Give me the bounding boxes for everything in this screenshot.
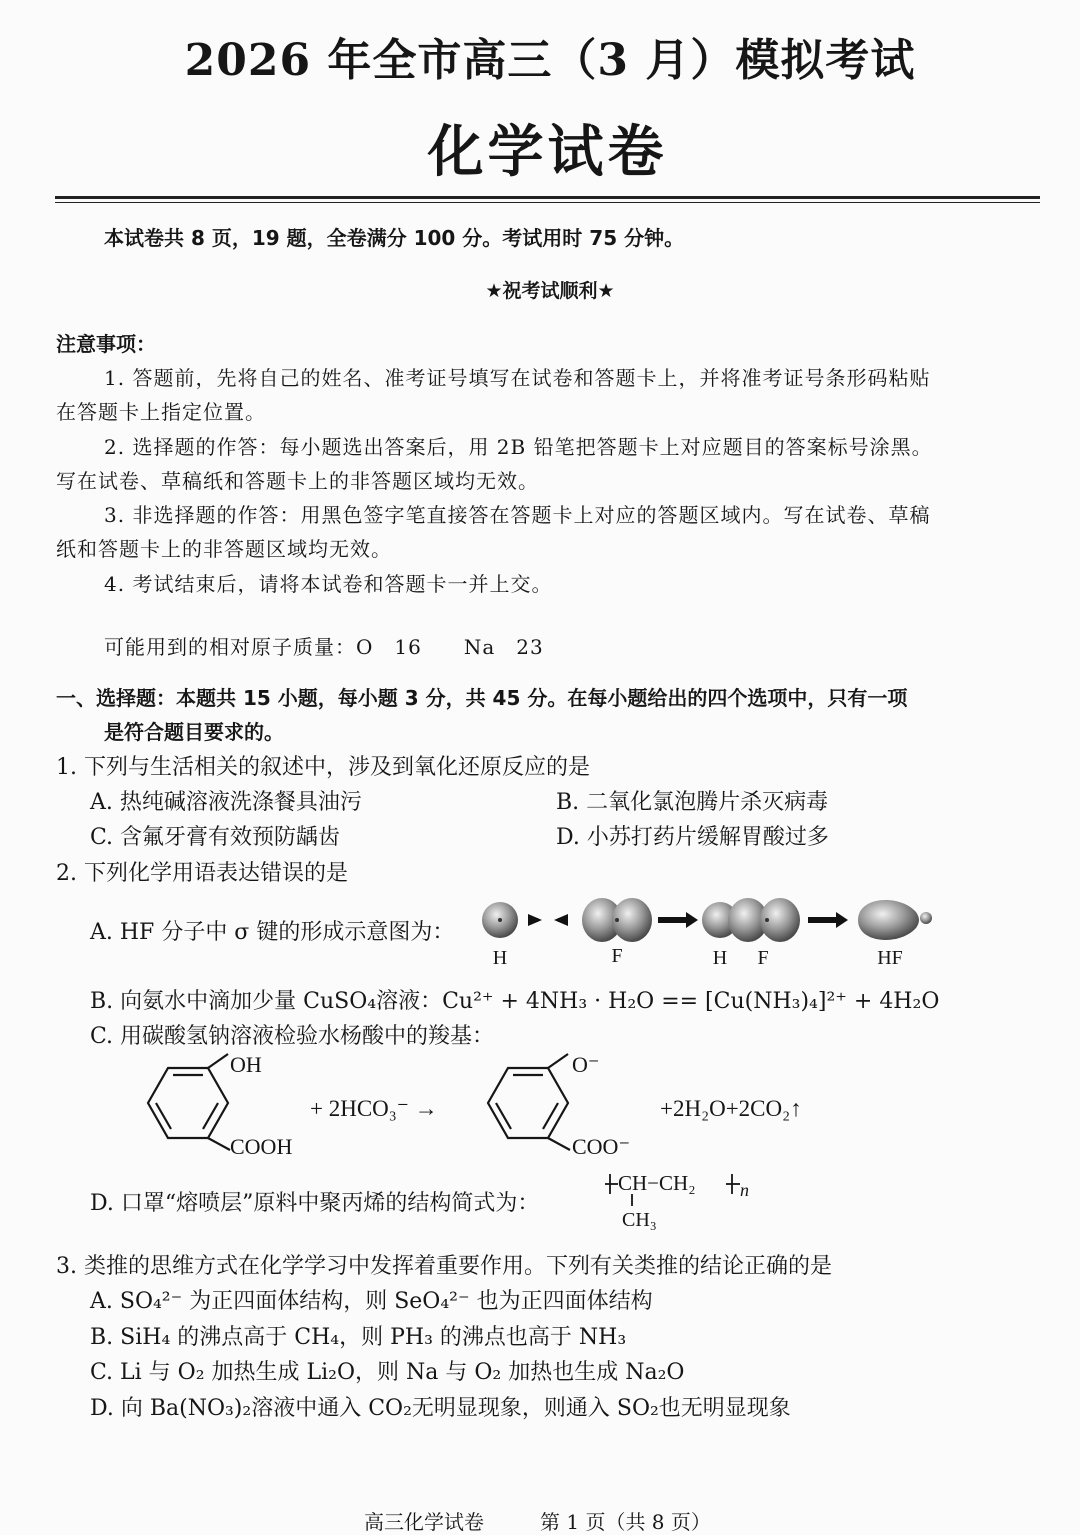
notice-line-2b: 写在试卷、草稿纸和答题卡上的非答题区域均无效。 <box>56 469 539 493</box>
q1-option-a: A. 热纯碱溶液洗涤餐具油污 <box>90 790 362 815</box>
exam-title: 2026 年全市高三（3 月）模拟考试 <box>184 35 916 86</box>
q2-option-d: D. 口罩“熔喷层”原料中聚丙烯的结构简式为： <box>90 1191 540 1216</box>
footer-page-number: 第 1 页（共 8 页） <box>540 1510 711 1534</box>
product-coo-minus-label: COO⁻ <box>572 1134 631 1159</box>
q3-stem: 3. 类推的思维方式在化学学习中发挥着重要作用。下列有关类推的结论正确的是 <box>56 1254 832 1279</box>
notice-heading: 注意事项： <box>56 332 156 356</box>
reagent-bicarbonate: + 2HCO₃⁻ → <box>310 1096 438 1121</box>
salicylic-acid-reaction <box>120 1046 880 1170</box>
q2-option-b: B. 向氨水中滴加少量 CuSO₄溶液：Cu²⁺ + 4NH₃ · H₂O == [Cu(NH₃)₄]²⁺ + 4H₂O <box>90 989 940 1014</box>
q2-option-c: C. 用碳酸氢钠溶液检验水杨酸中的羧基： <box>90 1024 495 1049</box>
notice-line-2: 2. 选择题的作答：每小题选出答案后，用 2B 铅笔把答题卡上对应题目的答案标号涂黑。 <box>104 435 933 459</box>
header-rule-thin <box>55 202 1040 203</box>
q2-stem: 2. 下列化学用语表达错误的是 <box>56 861 348 886</box>
notice-line-4: 4. 考试结束后，请将本试卷和答题卡一并上交。 <box>104 572 553 596</box>
polymer-n: n <box>740 1180 749 1200</box>
polypropylene-structure <box>600 1164 770 1236</box>
subject-title: 化学试卷 <box>427 120 668 185</box>
q1-option-b: B. 二氧化氯泡腾片杀灭病毒 <box>556 790 829 815</box>
atomic-mass-line: 可能用到的相对原子质量：O 16 Na 23 <box>104 635 544 659</box>
q3-option-a: A. SO₄²⁻ 为正四面体结构，则 SeO₄²⁻ 也为正四面体结构 <box>90 1289 653 1314</box>
q3-option-c: C. Li 与 O₂ 加热生成 Li₂O，则 Na 与 O₂ 加热也生成 Na₂O <box>90 1360 685 1385</box>
hf-sigma-bond-diagram <box>470 888 950 972</box>
benzene-ring-product <box>488 1054 570 1150</box>
q1-stem: 1. 下列与生活相关的叙述中，涉及到氧化还原反应的是 <box>56 755 590 780</box>
f-p-orbital <box>615 918 619 922</box>
q3-option-b: B. SiH₄ 的沸点高于 CH₄，则 PH₃ 的沸点也高于 NH₃ <box>90 1325 627 1350</box>
q1-option-d: D. 小苏打药片缓解胃酸过多 <box>556 825 829 850</box>
q3-option-d: D. 向 Ba(NO₃)₂溶液中通入 CO₂无明显现象，则通入 SO₂也无明显现象 <box>90 1396 791 1421</box>
exam-summary: 本试卷共 8 页，19 题，全卷满分 100 分。考试用时 75 分钟。 <box>104 226 685 250</box>
footer-subject: 高三化学试卷 <box>364 1510 484 1534</box>
label-h-2: H <box>712 947 728 969</box>
polymer-methyl: CH₃ <box>622 1209 657 1231</box>
notice-line-3: 3. 非选择题的作答：用黑色签字笔直接答在答题卡上对应的答题区域内。写在试卷、草稿 <box>104 503 931 527</box>
section1-heading-cont: 是符合题目要求的。 <box>104 720 284 744</box>
notice-line-3b: 纸和答题卡上的非答题区域均无效。 <box>56 537 392 561</box>
overlap-orbital <box>765 918 769 922</box>
good-luck-line: ★祝考试顺利★ <box>485 280 615 302</box>
section1-heading: 一、选择题：本题共 15 小题，每小题 3 分，共 45 分。在每小题给出的四个选项中，只有一项 <box>56 686 908 710</box>
q1-option-c: C. 含氟牙膏有效预防龋齿 <box>90 825 341 850</box>
benzene-ring-reactant <box>148 1054 230 1150</box>
polymer-chain: CH−CH₂ <box>618 1171 696 1195</box>
label-h-1: H <box>492 947 508 969</box>
hf-sigma-orbital <box>858 900 919 940</box>
label-f-1: F <box>611 945 623 967</box>
reactant-cooh-label: COOH <box>230 1134 293 1159</box>
products-water-co2: +2H₂O+2CO₂↑ <box>660 1096 802 1121</box>
notice-line-1: 1. 答题前，先将自己的姓名、准考证号填写在试卷和答题卡上，并将准考证号条形码粘贴 <box>104 366 931 390</box>
notice-line-1b: 在答题卡上指定位置。 <box>56 400 266 424</box>
q2-option-a: A. HF 分子中 σ 键的形成示意图为： <box>90 920 455 945</box>
reactant-oh-label: OH <box>230 1052 262 1077</box>
product-o-minus-label: O⁻ <box>572 1052 600 1077</box>
header-rule-thick <box>55 196 1040 199</box>
label-hf: HF <box>877 947 903 969</box>
label-f-2: F <box>757 947 769 969</box>
